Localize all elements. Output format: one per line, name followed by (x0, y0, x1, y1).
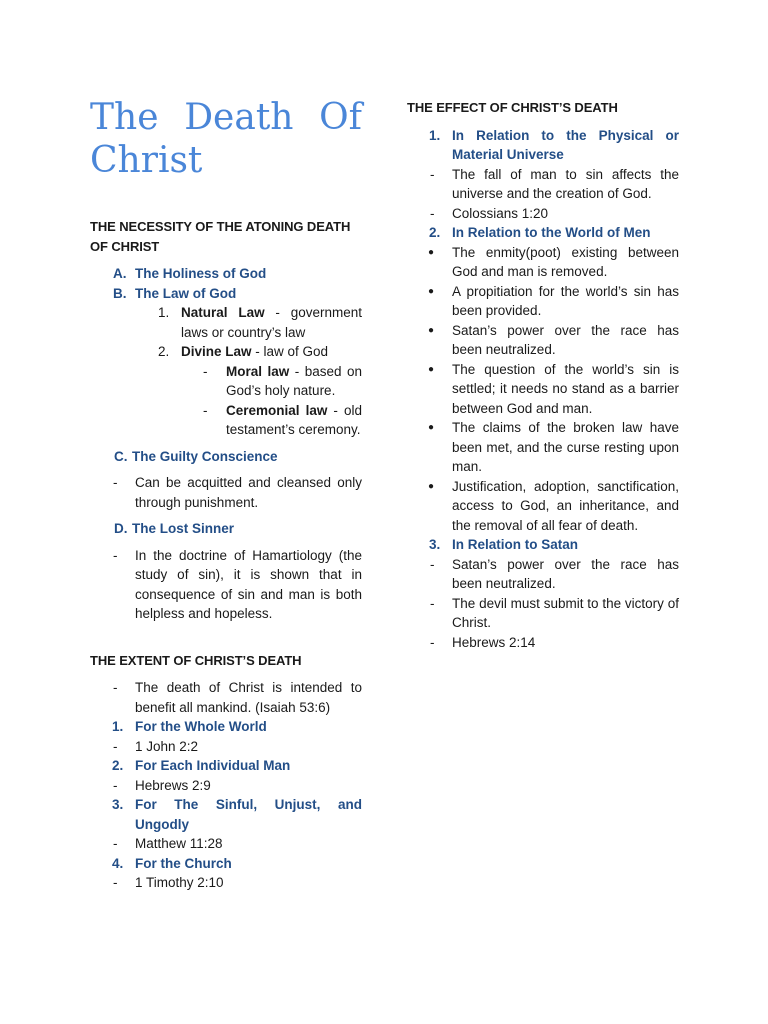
item-label: The Lost Sinner (132, 521, 235, 536)
left-column (90, 96, 362, 893)
extent-item (90, 756, 362, 776)
extent-intro (90, 678, 362, 717)
bullet-marker: ● (428, 246, 435, 258)
list-marker: - (430, 634, 435, 650)
term: Natural Law (181, 305, 265, 320)
title-word: The (90, 97, 159, 138)
definition: - law of God (251, 344, 329, 359)
title-line-2: Christ (90, 140, 203, 181)
point-text: Colossians 1:20 (452, 205, 549, 221)
list-marker: 2. (112, 758, 124, 773)
effect-section-1 (407, 126, 679, 165)
point-text: Satan’s power over the race has been neutralized. (452, 556, 679, 591)
effect-point (407, 555, 679, 594)
list-marker: - (113, 547, 118, 563)
list-marker: - (113, 777, 118, 793)
point-text: Can be acquitted and cleansed only through punishment. (135, 475, 362, 510)
reference-text: 1 John 2:2 (135, 738, 199, 754)
reference-text: Hebrews 2:9 (135, 777, 211, 793)
guilty-conscience-point (90, 473, 362, 512)
title-word: Death (184, 97, 294, 138)
effect-bullet (407, 243, 679, 282)
effect-point (407, 633, 679, 653)
effect-heading: THE EFFECT OF CHRIST’S DEATH (407, 100, 618, 115)
document-title (90, 96, 362, 182)
term: Ceremonial law (226, 402, 328, 418)
list-marker: 2. (429, 225, 441, 240)
list-marker: C. (114, 448, 128, 464)
list-marker: - (113, 738, 118, 754)
bullet-marker: ● (428, 363, 435, 375)
right-column (407, 98, 679, 652)
list-marker: 3. (429, 537, 441, 552)
point-text: The death of Christ is intended to benefit all mankind. (Isaiah 53:6) (135, 680, 362, 715)
extent-reference (90, 834, 362, 854)
effect-point (407, 204, 679, 224)
point-text: A propitiation for the world’s sin has been provided. (452, 283, 679, 318)
list-marker: 1. (112, 719, 124, 734)
necessity-heading: THE NECESSITY OF THE ATONING DEATH OF CHRIST (90, 219, 351, 254)
item-label: For the Whole World (135, 719, 267, 734)
term: Moral law (226, 363, 290, 379)
necessity-item-b (90, 284, 362, 304)
extent-reference (90, 776, 362, 796)
item-label: For Each Individual Man (135, 758, 291, 773)
list-marker: B. (113, 285, 127, 301)
bullet-marker: ● (428, 324, 435, 336)
definition: - old testament’s ceremony. (226, 402, 362, 437)
list-marker: 1. (429, 127, 441, 143)
necessity-item-c (90, 447, 362, 467)
point-text: Justification, adoption, sanctification, access to God, an inheritance, and the removal of all fear of death. (452, 478, 679, 533)
title-line-1 (90, 96, 362, 139)
section-label: In Relation to Satan (452, 537, 579, 552)
item-label: The Guilty Conscience (132, 448, 278, 464)
definition: - government laws or country’s law (181, 305, 362, 340)
point-text: The fall of man to sin affects the universe and the creation of God. (452, 166, 679, 201)
list-marker: D. (114, 521, 128, 536)
effect-bullet (407, 282, 679, 321)
point-text: Satan’s power over the race has been neutralized. (452, 322, 679, 357)
point-text: The enmity(poot) existing between God and man is removed. (452, 244, 679, 279)
list-marker: - (430, 556, 435, 572)
list-marker: 1. (158, 305, 170, 320)
item-label: The Law of God (135, 285, 237, 301)
section-label: In Relation to the World of Men (452, 225, 651, 240)
list-marker: - (430, 166, 435, 182)
reference-text: 1 Timothy 2:10 (135, 875, 224, 890)
section-label: In Relation to the Physical or Material Universe (452, 127, 679, 162)
point-text: In the doctrine of Hamartiology (the study of sin), it is shown that in consequence of sin and man is both helpless and hopeless. (135, 547, 362, 621)
list-marker: - (203, 363, 208, 379)
effect-point (407, 594, 679, 633)
point-text: Hebrews 2:14 (452, 634, 536, 650)
bullet-marker: ● (428, 285, 435, 297)
law-item-moral (90, 362, 362, 401)
definition: - based on God’s holy nature. (226, 363, 362, 398)
extent-item (90, 795, 362, 834)
list-marker: 3. (112, 797, 124, 812)
list-marker: - (203, 402, 208, 418)
list-marker: - (113, 875, 118, 890)
extent-reference (90, 873, 362, 893)
bullet-marker: ● (428, 422, 435, 433)
point-text: The question of the world’s sin is settled; it needs no stand as a barrier between God and man. (452, 361, 679, 416)
title-word: Of (319, 97, 362, 138)
reference-text: Matthew 11:28 (135, 836, 223, 851)
list-marker: - (430, 205, 435, 221)
effect-bullet (407, 321, 679, 360)
list-marker: - (430, 595, 435, 611)
point-text: The devil must submit to the victory of Christ. (452, 595, 679, 630)
law-item-natural (90, 303, 362, 342)
list-marker: - (113, 680, 118, 695)
item-label: For the Church (135, 855, 232, 871)
lost-sinner-point (90, 546, 362, 624)
law-item-divine (90, 342, 362, 362)
list-marker: - (113, 836, 118, 851)
law-item-ceremonial (90, 401, 362, 440)
point-text: The claims of the broken law have been met, and the curse resting upon man. (452, 420, 679, 474)
extent-reference (90, 737, 362, 757)
necessity-item-d (90, 519, 362, 539)
effect-section-2 (407, 223, 679, 243)
extent-item (90, 854, 362, 874)
term: Divine Law (181, 344, 252, 359)
effect-bullet (407, 360, 679, 419)
necessity-item-a (90, 264, 362, 284)
list-marker: 2. (158, 344, 170, 359)
bullet-marker: ● (428, 480, 435, 492)
effect-bullet (407, 477, 679, 536)
item-label: The Holiness of God (135, 266, 267, 281)
extent-item (90, 717, 362, 737)
effect-section-3 (407, 535, 679, 555)
list-marker: A. (113, 266, 127, 281)
effect-bullet (407, 418, 679, 477)
item-label: For The Sinful, Unjust, and Ungodly (135, 797, 362, 832)
list-marker: - (113, 475, 118, 490)
list-marker: 4. (112, 855, 124, 871)
extent-heading: THE EXTENT OF CHRIST’S DEATH (90, 652, 302, 668)
effect-point (407, 165, 679, 204)
